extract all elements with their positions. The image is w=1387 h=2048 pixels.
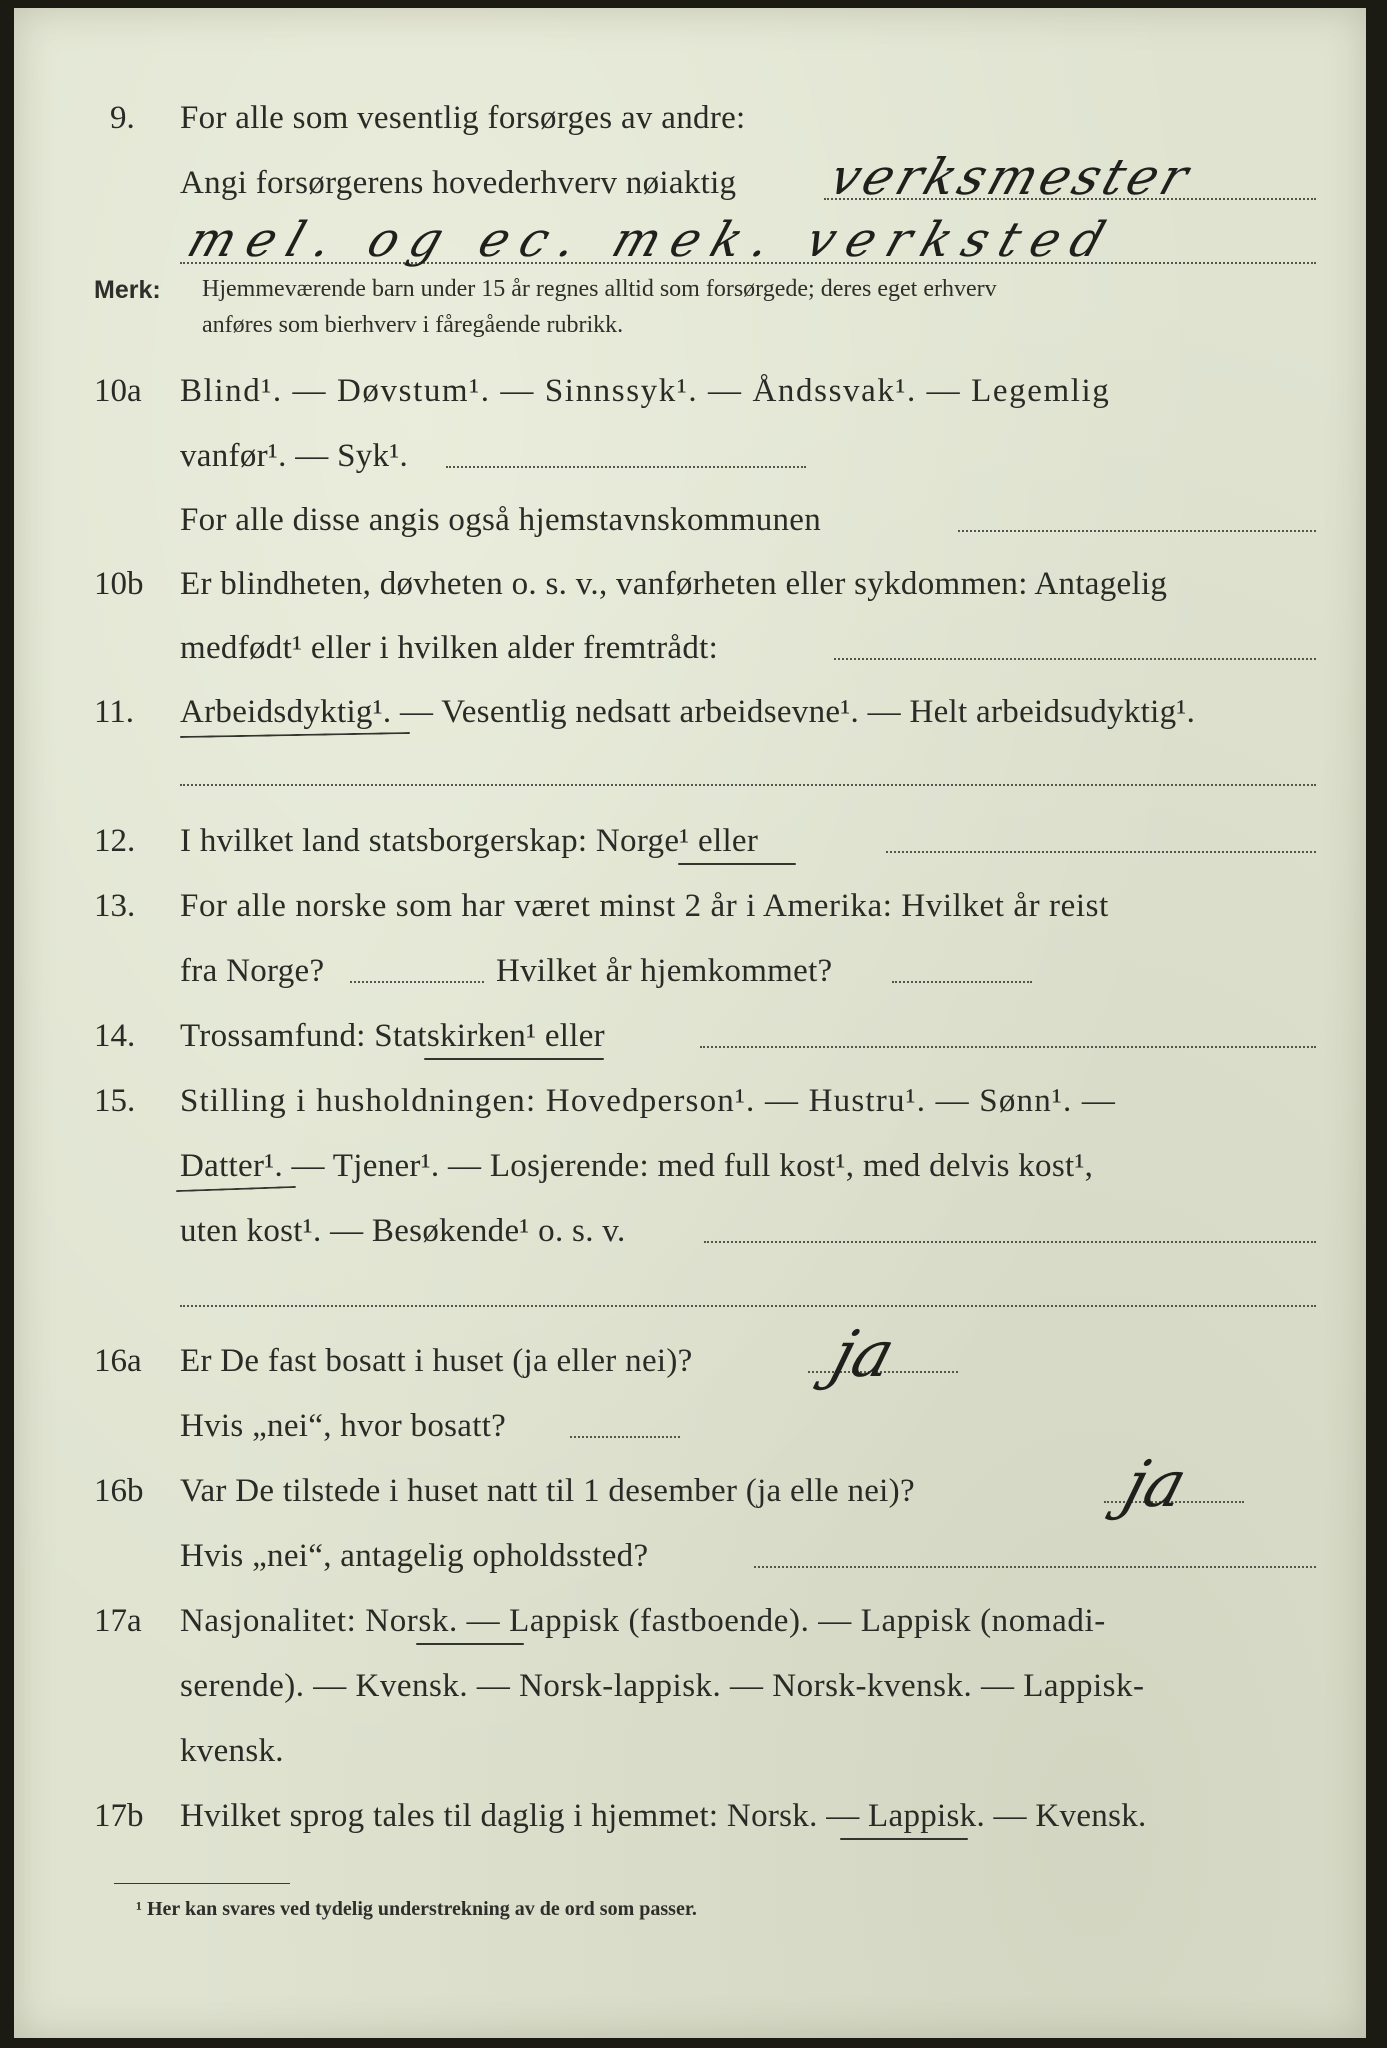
merk-note-line-1: Hjemmeværende barn under 15 år regnes alltid som forsørgede; deres eget erhverv [202,276,997,302]
q10a-home-municipality-line [958,530,1316,532]
q15-answer-line-2 [180,1305,1316,1307]
q11-number: 11. [94,694,135,730]
q17a-line-3: kvensk. [180,1733,284,1769]
q9-handwritten-answer-2: mel. og ec. mek. verksted [180,212,1124,268]
q10a-line-3: For alle disse angis også hjemstavnskommunen [180,502,822,538]
q17b-underline-norsk [840,1838,968,1840]
q10b-number: 10b [94,566,144,602]
census-form-sheet [14,8,1366,2038]
q9-number: 9. [110,100,135,136]
q15-line-1: Stilling i husholdningen: Hovedperson¹. — Hustru¹. — Sønn¹. — [180,1083,1117,1119]
q9-question: For alle som vesentlig forsørges av andre: [180,100,746,136]
q11-underline-arbeidsdyktig [180,732,410,738]
q16a-number: 16a [94,1343,142,1379]
q13-line-1: For alle norske som har været minst 2 år i Amerika: Hvilket år reist [180,888,1109,924]
q15-line-3: uten kost¹. — Besøkende¹ o. s. v. [180,1213,626,1249]
q10a-line-2: vanfør¹. — Syk¹. [180,438,409,474]
q12-line-1: I hvilket land statsborgerskap: Norge¹ eller [180,823,759,859]
q9-handwritten-answer-1: verksmester [822,148,1200,206]
q14-number: 14. [94,1018,136,1054]
q16a-line-1: Er De fast bosatt i huset (ja eller nei)? [180,1343,693,1379]
q15-number: 15. [94,1083,136,1119]
q11-answer-line [180,784,1316,786]
q10a-line-1: Blind¹. — Døvstum¹. — Sinnssyk¹. — Åndssvak¹. — Legemlig [180,373,1111,409]
q17a-line-1: Nasjonalitet: Norsk. — Lappisk (fastboende). — Lappisk (nomadi- [180,1603,1106,1639]
q12-answer-line [886,851,1316,853]
q16b-line-2: Hvis „nei“, antagelig opholdssted? [180,1538,649,1574]
q13-hjemkommet-line [892,981,1032,983]
q12-number: 12. [94,823,136,859]
q14-underline-statskirken [424,1058,604,1060]
q10b-answer-line [834,658,1316,660]
q17a-underline-norsk [416,1643,524,1645]
q13-line-2b: Hvilket år hjemkommet? [496,953,833,989]
q13-line-2a: fra Norge? [180,953,325,989]
footnote: ¹ Her kan svares ved tydelig understrekning av de ord som passer. [136,1898,697,1920]
footnote-rule [114,1883,290,1884]
q17b-line-1: Hvilket sprog tales til daglig i hjemmet: Norsk. — Lappisk. — Kvensk. [180,1798,1147,1834]
q16b-opholdssted-line [754,1566,1316,1568]
q16b-number: 16b [94,1473,144,1509]
q16b-line-1: Var De tilstede i huset natt til 1 desember (ja elle nei)? [180,1473,915,1509]
q13-number: 13. [94,888,136,924]
q17b-number: 17b [94,1798,144,1834]
q10a-number: 10a [94,373,142,409]
q14-line-1: Trossamfund: Statskirken¹ eller [180,1018,605,1054]
q16b-handwritten-answer: ja [1115,1448,1195,1522]
q15-underline-datter [176,1186,296,1192]
q15-answer-line-1 [704,1241,1316,1243]
q17a-line-2: serende). — Kvensk. — Norsk-lappisk. — Norsk-kvensk. — Lappisk- [180,1668,1145,1704]
q10b-line-2: medfødt¹ eller i hvilken alder fremtrådt: [180,630,719,666]
q12-underline-norge [678,863,796,865]
q10a-syk-line [446,466,806,468]
q16a-line-2: Hvis „nei“, hvor bosatt? [180,1408,507,1444]
q16a-handwritten-answer: ja [823,1318,903,1392]
q11-line-1: Arbeidsdyktig¹. — Vesentlig nedsatt arbeidsevne¹. — Helt arbeidsudyktig¹. [180,694,1196,730]
merk-note-line-2: anføres som bierhverv i fåregående rubrikk. [202,312,624,338]
q14-answer-line [700,1046,1316,1048]
q10b-line-1: Er blindheten, døvheten o. s. v., vanførheten eller sykdommen: Antagelig [180,566,1168,602]
q9-occupation-label: Angi forsørgerens hovederhverv nøiaktig [180,165,737,201]
q17a-number: 17a [94,1603,142,1639]
q13-reist-line [350,981,484,983]
q15-line-2: Datter¹. — Tjener¹. — Losjerende: med full kost¹, med delvis kost¹, [180,1148,1094,1184]
merk-label: Merk: [94,276,161,304]
q16a-bosatt-line [570,1436,680,1438]
